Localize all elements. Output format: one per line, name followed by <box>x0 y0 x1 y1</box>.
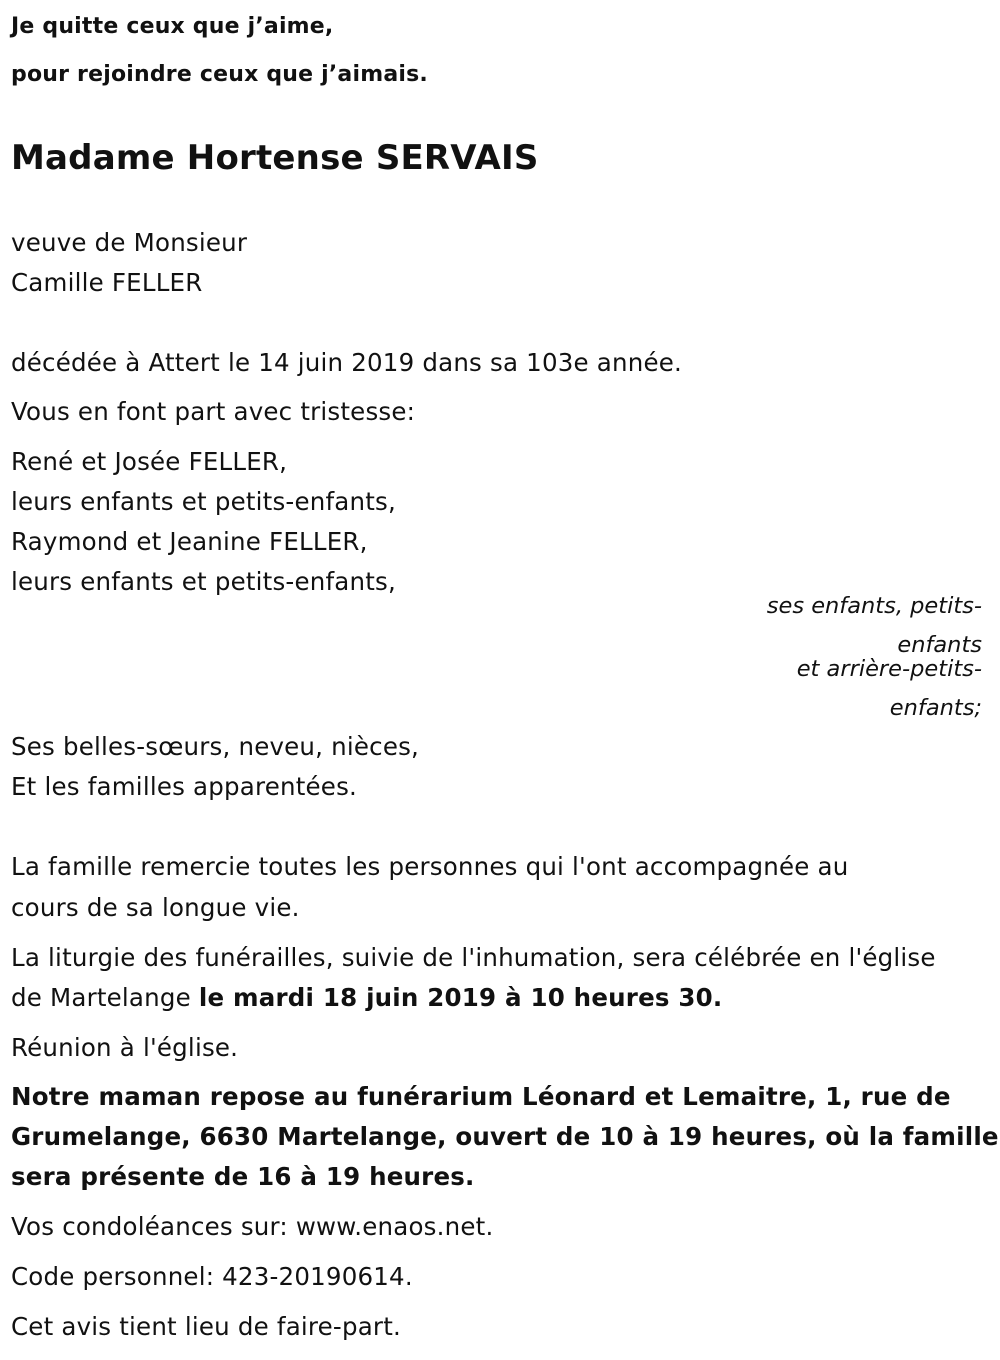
liturgy-place: de Martelange <box>11 983 199 1012</box>
descendants-line-4: enfants; <box>889 695 982 721</box>
funerarium-line-2: Grumelange, 6630 Martelange, ouvert de 10 à 19 heures, où la famille <box>11 1122 999 1151</box>
relatives-line-1: Ses belles-sœurs, neveu, nièces, <box>11 732 420 761</box>
death-statement: décédée à Attert le 14 juin 2019 dans sa 103e année. <box>11 348 683 377</box>
meeting-point: Réunion à l'église. <box>11 1033 239 1062</box>
family-line-1: René et Josée FELLER, <box>11 447 288 476</box>
thanks-line-2: cours de sa longue vie. <box>11 893 300 922</box>
thanks-line-1: La famille remercie toutes les personnes qui l'ont accompagnée au <box>11 852 849 881</box>
descendants-line-1: ses enfants, petits- <box>766 593 982 619</box>
quote-line-2: pour rejoindre ceux que j’aimais. <box>11 62 428 87</box>
notice-statement: Cet avis tient lieu de faire-part. <box>11 1312 401 1341</box>
funerarium-line-3: sera présente de 16 à 19 heures. <box>11 1162 475 1191</box>
liturgy-line-2 <box>11 983 722 1013</box>
personal-code: Code personnel: 423-20190614. <box>11 1262 413 1291</box>
relatives-line-2: Et les familles apparentées. <box>11 772 358 801</box>
announcement: Vous en font part avec tristesse: <box>11 397 416 426</box>
spouse-line-2: Camille FELLER <box>11 268 203 297</box>
family-line-4: leurs enfants et petits-enfants, <box>11 567 397 596</box>
descendants-line-3: et arrière-petits- <box>796 656 982 682</box>
funerarium-line-1: Notre maman repose au funérarium Léonard et Lemaitre, 1, rue de <box>11 1082 951 1111</box>
funeral-date-time: le mardi 18 juin 2019 à 10 heures 30. <box>198 983 723 1012</box>
spouse-line-1: veuve de Monsieur <box>11 228 248 257</box>
deceased-name: Madame Hortense SERVAIS <box>11 138 539 178</box>
quote-line-1: Je quitte ceux que j’aime, <box>11 14 334 39</box>
family-line-3: Raymond et Jeanine FELLER, <box>11 527 368 556</box>
family-line-2: leurs enfants et petits-enfants, <box>11 487 397 516</box>
liturgy-line-1: La liturgie des funérailles, suivie de l'inhumation, sera célébrée en l'église <box>11 943 936 972</box>
descendants-line-2: enfants <box>897 632 982 658</box>
condolences: Vos condoléances sur: www.enaos.net. <box>11 1212 494 1241</box>
